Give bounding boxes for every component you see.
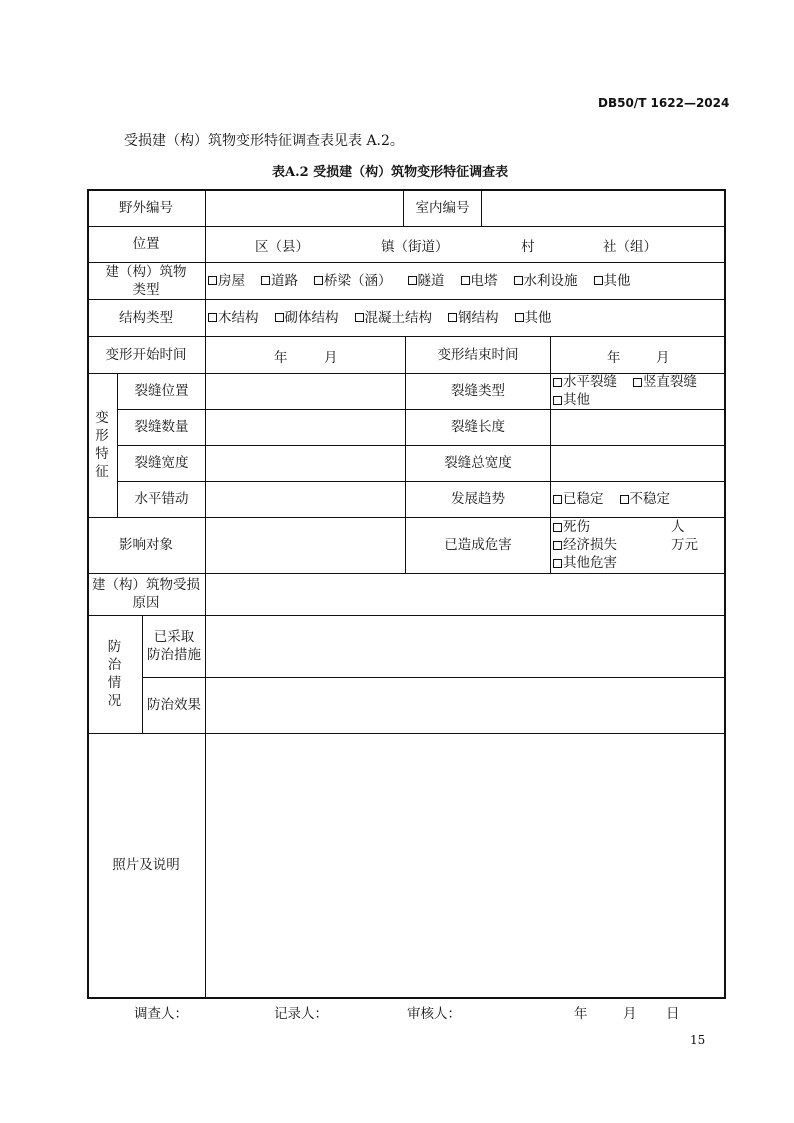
option-tunnel[interactable]: 隧道	[408, 272, 445, 290]
lab-number-label: 室内编号	[415, 199, 470, 216]
option-unstable[interactable]: 不稳定	[620, 490, 671, 508]
footer-day: 日	[666, 1006, 680, 1022]
crack-position-label: 裂缝位置	[134, 383, 189, 399]
crack-total-width-input[interactable]	[551, 445, 724, 481]
damage-other-label: 其他危害	[563, 555, 617, 571]
intro-sentence: 受损建（构）筑物变形特征调查表见表 A.2。	[124, 133, 404, 149]
document-id: DB50/T 1622—2024	[598, 96, 730, 110]
page-number: 15	[690, 1033, 706, 1047]
crack-count-label: 裂缝数量	[134, 419, 189, 435]
option-bridge[interactable]: 桥梁（涵）	[314, 272, 392, 290]
checkbox[interactable]	[633, 378, 642, 387]
option-house[interactable]: 房屋	[208, 272, 245, 290]
crack-position-input[interactable]	[206, 373, 405, 409]
deform-end-month[interactable]: 月	[656, 350, 670, 366]
trend-options	[551, 481, 726, 517]
checkbox[interactable]	[620, 495, 629, 504]
damage-caused-label: 已造成危害	[444, 537, 512, 553]
location-district[interactable]: 区（县）	[255, 239, 309, 255]
checkbox[interactable]	[314, 276, 323, 285]
crack-count-input[interactable]	[206, 409, 405, 445]
option-other[interactable]: 其他	[594, 272, 631, 290]
affected-objects-input[interactable]	[206, 517, 405, 573]
crack-type-options	[551, 373, 726, 409]
checkbox-loss[interactable]	[553, 541, 562, 550]
building-type-label-line2: 类型	[132, 281, 160, 298]
option-concrete[interactable]: 混凝土结构	[355, 309, 433, 327]
checkbox[interactable]	[355, 313, 364, 322]
checkbox[interactable]	[448, 313, 457, 322]
checkbox-other-damage[interactable]	[553, 559, 562, 568]
location-label: 位置	[132, 236, 160, 252]
crack-width-input[interactable]	[206, 445, 405, 481]
checkbox[interactable]	[408, 276, 417, 285]
damage-cause-input[interactable]	[206, 573, 724, 615]
deform-features-label: 变 形 特 征	[95, 410, 109, 480]
option-wood[interactable]: 木结构	[208, 309, 259, 327]
checkbox[interactable]	[461, 276, 470, 285]
building-type-label	[87, 262, 205, 299]
deform-end-year[interactable]: 年	[607, 350, 621, 366]
field-number-label: 野外编号	[119, 199, 173, 216]
survey-table	[87, 189, 726, 999]
footer-year: 年	[574, 1006, 588, 1022]
crack-width-label: 裂缝宽度	[134, 455, 189, 471]
location-village[interactable]: 村	[521, 239, 535, 255]
damage-loss-unit: 万元	[671, 537, 698, 553]
option-horizontal-crack[interactable]: 水平裂缝	[553, 373, 617, 391]
option-masonry[interactable]: 砌体结构	[275, 309, 339, 327]
checkbox[interactable]	[208, 276, 217, 285]
option-vertical-crack[interactable]: 竖直裂缝	[633, 373, 697, 391]
table-caption: 表A.2 受损建（构）筑物变形特征调查表	[272, 165, 509, 180]
damage-loss-label: 经济损失	[563, 537, 617, 553]
checkbox-death[interactable]	[553, 523, 562, 532]
crack-length-input[interactable]	[551, 409, 724, 445]
footer-month: 月	[623, 1006, 637, 1022]
checkbox[interactable]	[594, 276, 603, 285]
measures-label: 已采取 防治措施	[147, 629, 201, 663]
deform-end-label: 变形结束时间	[437, 346, 519, 363]
option-structure-other[interactable]: 其他	[515, 309, 552, 327]
option-stable[interactable]: 已稳定	[553, 490, 604, 508]
location-group[interactable]: 社（组）	[603, 239, 657, 255]
option-road[interactable]: 道路	[261, 272, 298, 290]
deform-start-year[interactable]: 年	[274, 350, 288, 366]
checkbox[interactable]	[208, 313, 217, 322]
structure-type-options	[206, 299, 726, 336]
effect-input[interactable]	[206, 677, 724, 733]
horizontal-offset-label: 水平错动	[134, 491, 189, 507]
affected-objects-label: 影响对象	[119, 537, 173, 553]
option-tower[interactable]: 电塔	[461, 272, 498, 290]
photos-area[interactable]	[206, 733, 724, 997]
recorder-label: 记录人：	[274, 1006, 328, 1022]
building-type-options	[206, 262, 726, 299]
measures-input[interactable]	[206, 615, 724, 677]
structure-type-label: 结构类型	[119, 309, 173, 326]
crack-length-label: 裂缝长度	[451, 419, 505, 435]
checkbox[interactable]	[515, 313, 524, 322]
checkbox[interactable]	[553, 378, 562, 387]
checkbox[interactable]	[275, 313, 284, 322]
checkbox[interactable]	[514, 276, 523, 285]
photos-label: 照片及说明	[112, 857, 180, 873]
field-number-input[interactable]	[206, 189, 403, 226]
location-town[interactable]: 镇（街道）	[381, 239, 449, 255]
damage-death-unit: 人	[671, 519, 685, 535]
reviewer-label: 审核人：	[407, 1006, 461, 1022]
trend-label: 发展趋势	[451, 491, 505, 507]
crack-total-width-label: 裂缝总宽度	[444, 455, 512, 471]
damage-caused-options	[551, 517, 726, 573]
damage-death-label: 死伤	[563, 519, 590, 535]
crack-type-label: 裂缝类型	[451, 383, 505, 399]
horizontal-offset-input[interactable]	[206, 481, 405, 517]
effect-label: 防治效果	[147, 697, 201, 713]
checkbox[interactable]	[261, 276, 270, 285]
checkbox[interactable]	[553, 396, 562, 405]
deform-start-month[interactable]: 月	[324, 350, 338, 366]
option-water[interactable]: 水利设施	[514, 272, 578, 290]
building-type-label-line1: 建（构）筑物	[105, 263, 187, 280]
lab-number-input[interactable]	[482, 189, 724, 226]
deform-start-label: 变形开始时间	[105, 346, 187, 363]
checkbox[interactable]	[553, 495, 562, 504]
investigator-label: 调查人：	[134, 1006, 188, 1022]
option-crack-other[interactable]: 其他	[553, 391, 590, 409]
option-steel[interactable]: 钢结构	[448, 309, 499, 327]
prevention-label: 防 治 情 况	[107, 639, 122, 709]
damage-cause-label: 建（构）筑物受损 原因	[92, 577, 200, 611]
